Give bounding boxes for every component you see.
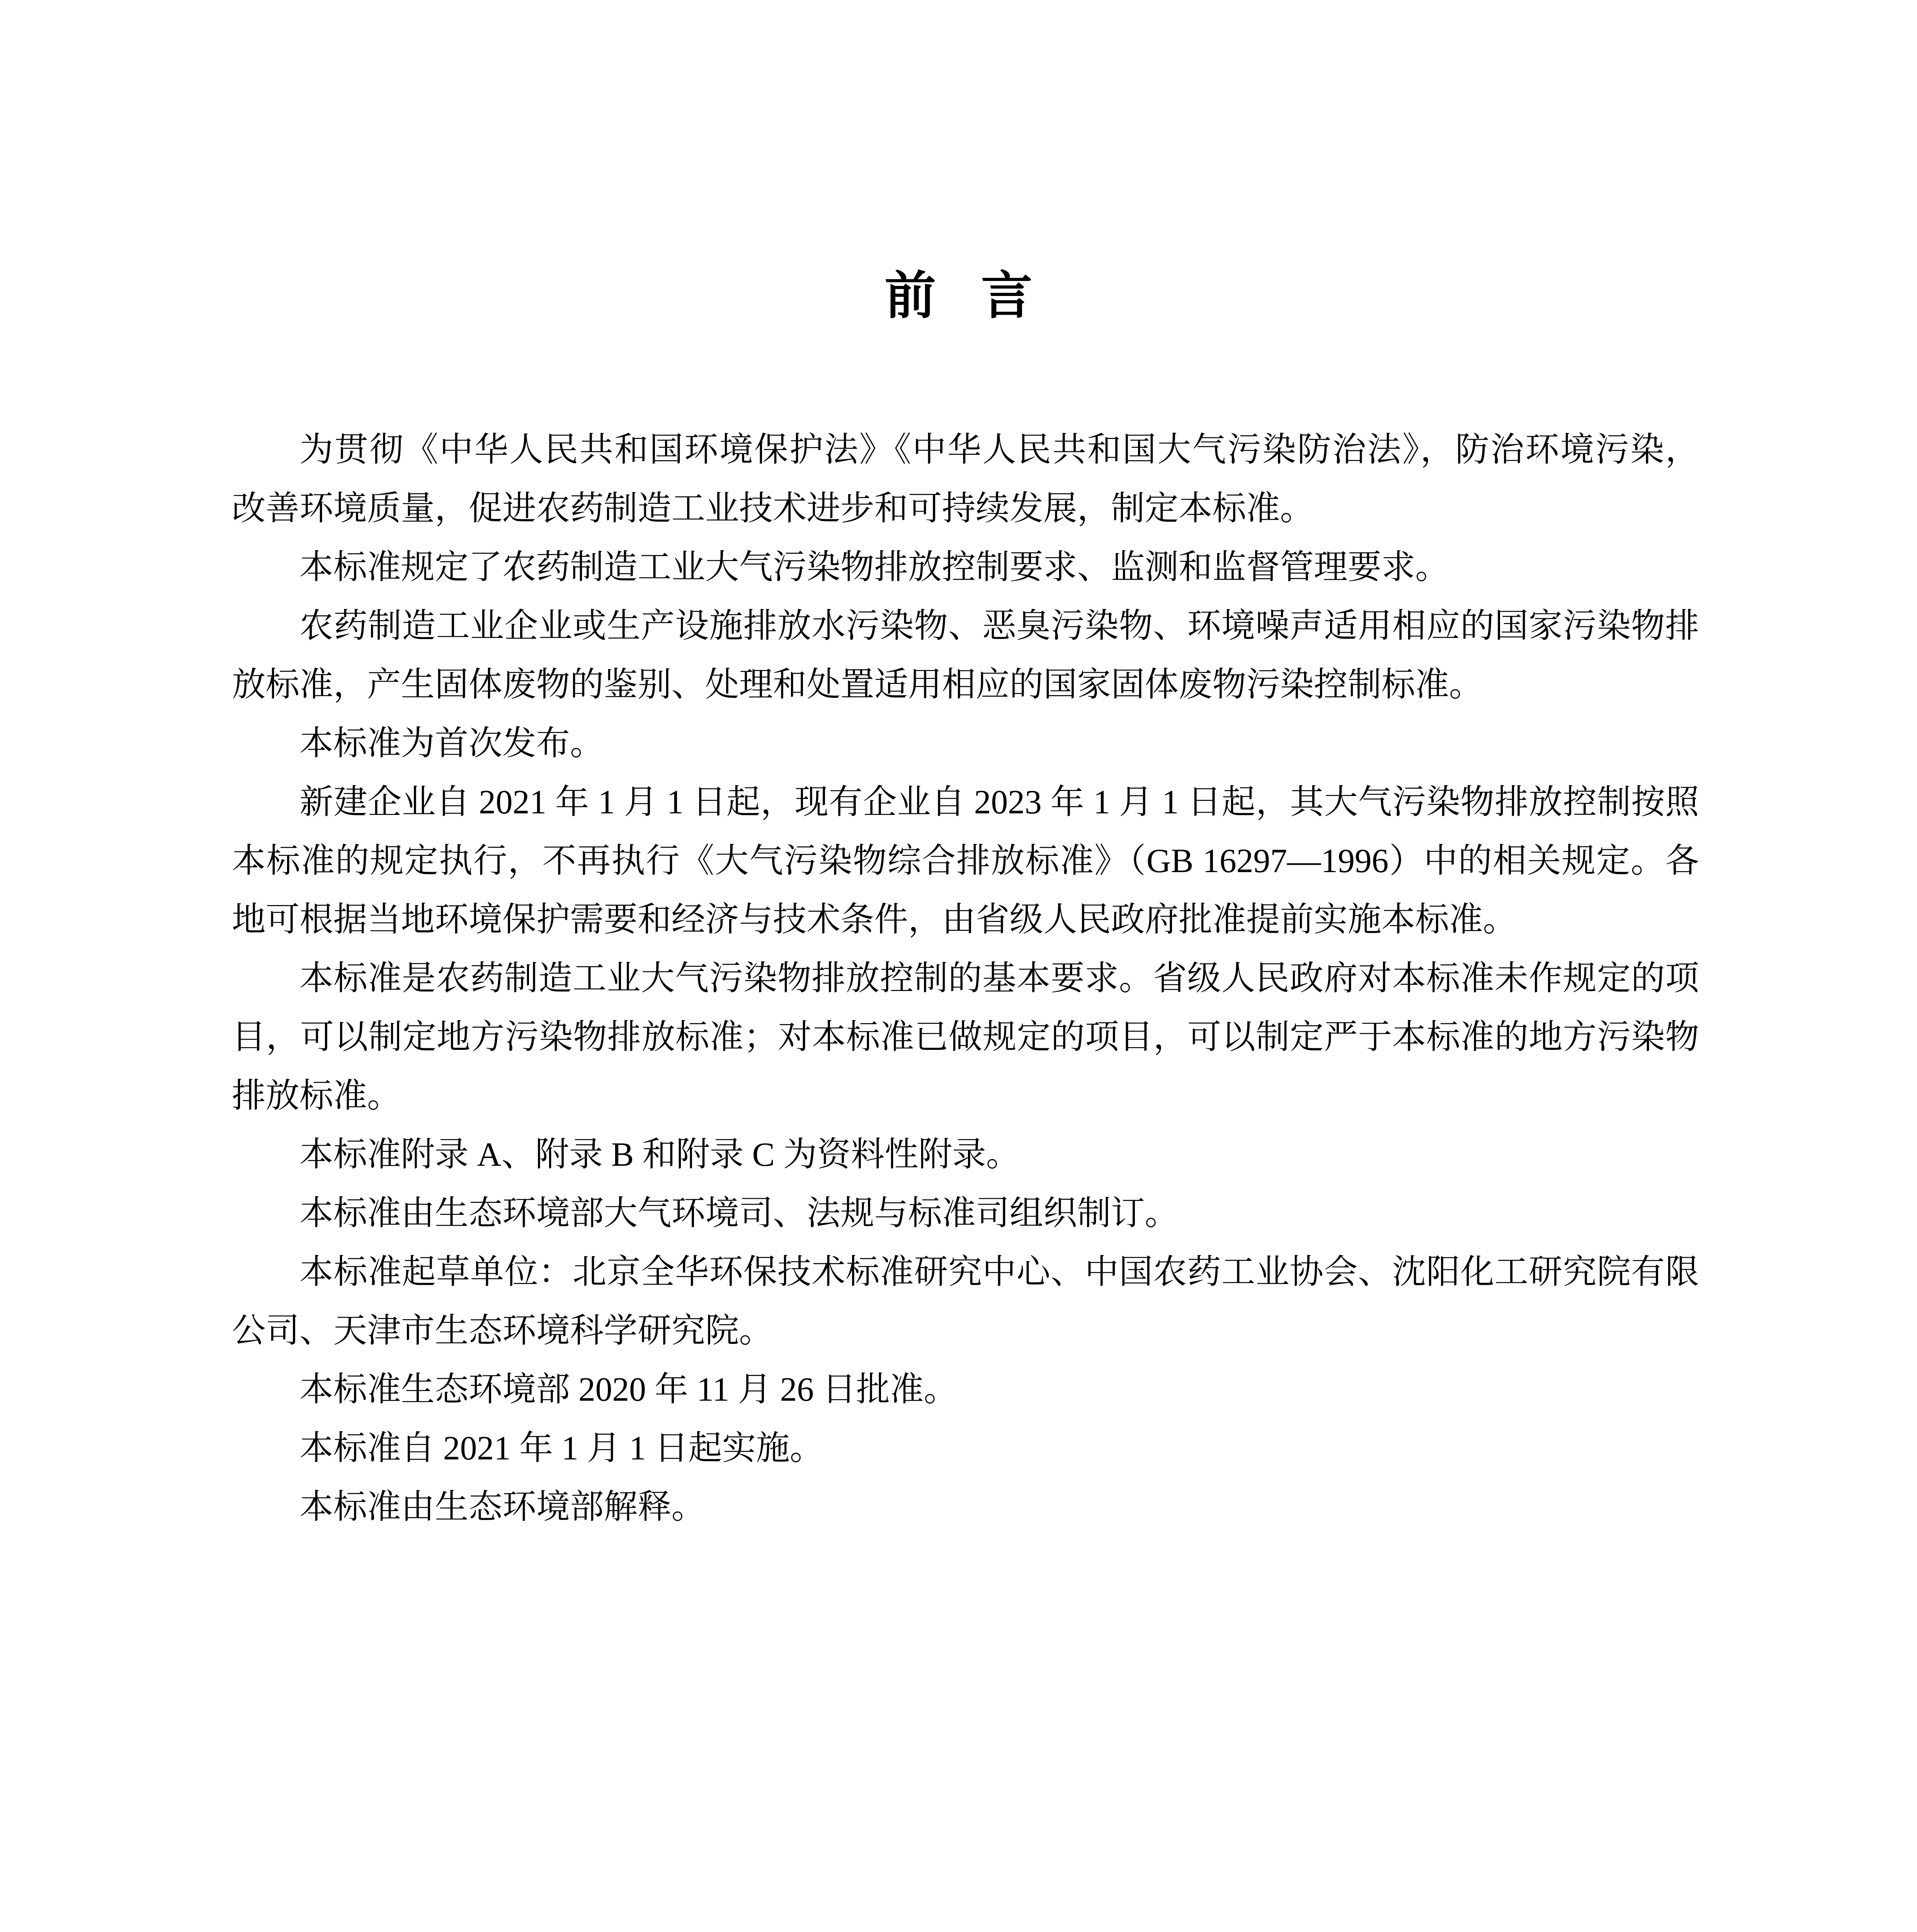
paragraph-line: 排放标准。 [232,1077,401,1114]
paragraph [232,420,1699,538]
preface-body [232,420,1699,1536]
paragraph-line: 本标准生态环境部 2020 年 11 月 26 日批准。 [299,1371,958,1408]
paragraph-line: 目，可以制定地方污染物排放标准；对本标准已做规定的项目，可以制定严于本标准的地方污染物 [232,1018,1699,1056]
paragraph-line: 本标准起草单位：北京全华环保技术标准研究中心、中国农药工业协会、沈阳化工研究院有限 [299,1253,1699,1291]
paragraph-line: 本标准规定了农药制造工业大气污染物排放控制要求、监测和监督管理要求。 [299,548,1449,586]
paragraph [232,773,1699,949]
paragraph [232,597,1699,714]
paragraph-line: 新建企业自 2021 年 1 月 1 日起，现有企业自 2023 年 1 月 1 日起，其大气污染物排放控制按照 [299,783,1699,821]
paragraph-line: 农药制造工业企业或生产设施排放水污染物、恶臭污染物、环境噪声适用相应的国家污染物排 [299,607,1699,645]
paragraph [232,1125,1699,1184]
paragraph [232,949,1699,1125]
paragraph-line: 本标准由生态环境部解释。 [299,1488,706,1526]
paragraph-line: 本标准为首次发布。 [299,724,604,762]
paragraph-line: 本标准的规定执行，不再执行《大气污染物综合排放标准》（GB 16297—1996）中的相关规定。各 [232,842,1699,879]
paragraph-line: 本标准附录 A、附录 B 和附录 C 为资料性附录。 [299,1136,1020,1173]
paragraph [232,1184,1699,1243]
paragraph-line: 本标准自 2021 年 1 月 1 日起实施。 [299,1429,824,1467]
paragraph-line: 放标准，产生固体废物的鉴别、处理和处置适用相应的国家固体废物污染控制标准。 [232,666,1483,703]
paragraph-line: 公司、天津市生态环境科学研究院。 [232,1312,773,1349]
paragraph-line: 改善环境质量，促进农药制造工业技术进步和可持续发展，制定本标准。 [232,490,1314,527]
paragraph [232,1419,1699,1478]
paragraph [232,1360,1699,1419]
paragraph [232,1243,1699,1360]
paragraph-line: 为贯彻《中华人民共和国环境保护法》《中华人民共和国大气污染防治法》，防治环境污染， [299,431,1699,468]
paragraph-line: 地可根据当地环境保护需要和经济与技术条件，由省级人民政府批准提前实施本标准。 [232,901,1517,938]
paragraph-line: 本标准由生态环境部大气环境司、法规与标准司组织制订。 [299,1194,1179,1232]
paragraph [232,1478,1699,1536]
preface-title: 前 言 [885,267,1032,325]
paragraph-line: 本标准是农药制造工业大气污染物排放控制的基本要求。省级人民政府对本标准未作规定的项 [299,959,1699,997]
paragraph [232,538,1699,597]
paragraph [232,714,1699,773]
